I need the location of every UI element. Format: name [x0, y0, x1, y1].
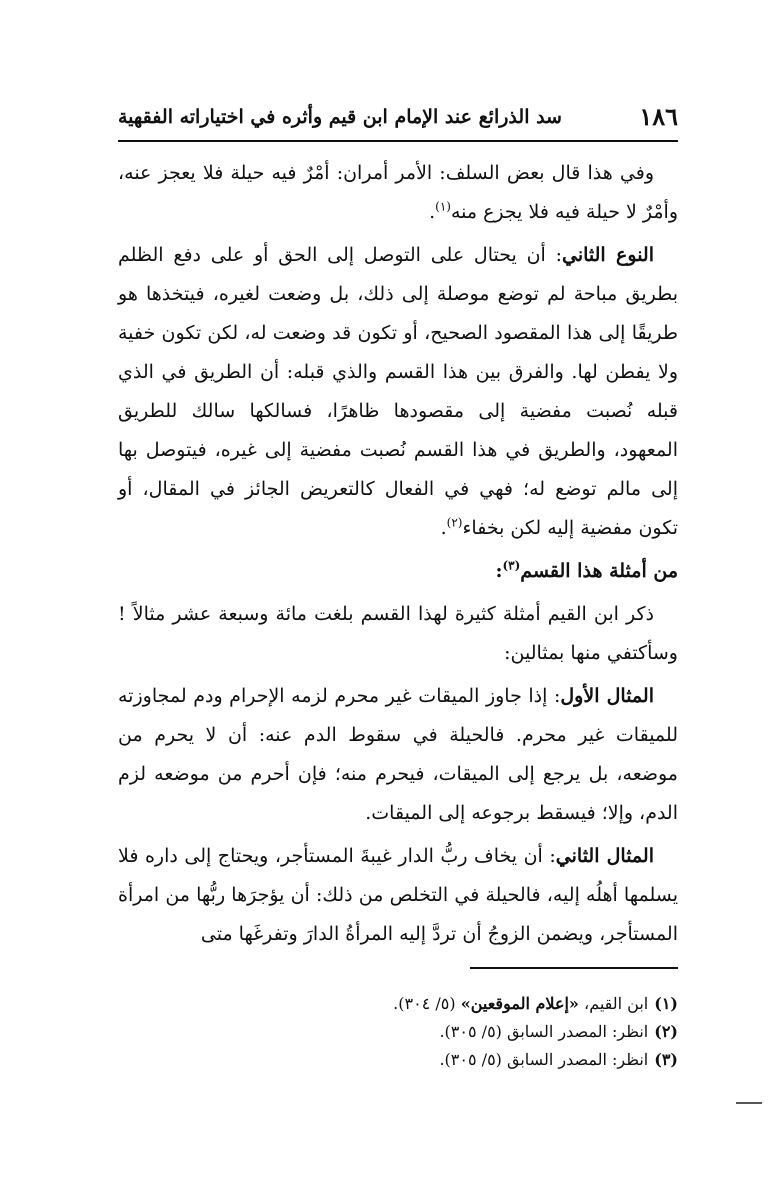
footnote-separator	[470, 967, 678, 969]
term-example-two: المثال الثاني	[555, 845, 654, 867]
footnote-1: (١)ابن القيم، «إعلام الموقعين» (٥/ ٣٠٤).	[393, 994, 678, 1013]
section-heading-examples: من أمثلة هذا القسم$^{(٣)}$:	[495, 558, 678, 582]
footnote-3: (٣)انظر: المصدر السابق (٥/ ٣٠٥).	[439, 1050, 678, 1069]
footnote-ref-3: (٣)	[502, 558, 521, 573]
paragraph-salaf-quote: وفي هذا قال بعض السلف: الأمر أمران: أمْرٌ فيه حيلة فلا يعجز عنه، وأمْرٌ لا حيلة فيه فلا يجزع منه$^{(١)}$.	[118, 162, 678, 223]
header-rule	[118, 140, 678, 142]
page-number: ١٨٦	[639, 102, 678, 131]
paragraph-example-two: المثال الثاني: أن يخاف ربُّ الدار غيبةَ المستأجر، ويحتاج إلى داره فلا يسلمها أهلُه إليه، فالحيلة في التخلص من ذلك: أن يؤجرَها ربُّها من امرأة المستأجر، ويضمن الزوجُ أن تردَّ إليه المرأةُ الدارَ وتفرغَها متى	[118, 845, 678, 945]
term-second-type: النوع الثاني	[561, 244, 654, 266]
footnote-2: (٢)انظر: المصدر السابق (٥/ ٣٠٥).	[439, 1022, 678, 1041]
paragraph-example-one: المثال الأول: إذا جاوز الميقات غير محرم لزمه الإحرام ودم لمجاوزته للميقات غير محرم. فالحيلة في سقوط الدم عنه: أن لا يحرم من موضعه، بل يرجع إلى الميقات، فيحرم منه؛ فإن أحرم من موضعه لزم الدم، وإلا؛ فيسقط برجوعه إلى الميقات.	[118, 685, 678, 824]
footnote-ref-1: (١)	[435, 199, 451, 214]
page-header	[118, 96, 678, 134]
running-title: سد الذرائع عند الإمام ابن قيم وأثره في اختياراته الفقهية	[118, 106, 562, 128]
paragraph-examples-intro: ذكر ابن القيم أمثلة كثيرة لهذا القسم بلغت مائة وسبعة عشر مثالاً ! وسأكتفي منها بمثالين:	[118, 603, 678, 664]
main-text	[118, 154, 678, 958]
footnote-ref-2: (٢)	[446, 515, 463, 530]
footnotes	[118, 990, 678, 1074]
page-edge-mark	[736, 1102, 762, 1104]
paragraph-second-type: النوع الثاني: أن يحتال على التوصل إلى الحق أو على دفع الظلم بطريق مباحة لم توضع موصلة إلى ذلك، بل وضعت لغيره، فيتخذها هو طريقًا إلى هذا المقصود الصحيح، أو تكون قد وضعت له، لكن تكون خفية ولا يفطن لها. والفرق بين هذا القسم والذي قبله: أن الطريق في الذي قبله نُصبت مفضية إلى مقصودها ظاهرًا، فسالكها سالك للطريق المعهود، والطريق في هذا القسم نُصبت مفضية إلى غيره، فيتوصل بها إلى مالم توضع له؛ فهي في الفعال كالتعريض الجائز في المقال، أو تكون مفضية إليه لكن بخفاء$^{(٢)}$.	[118, 244, 678, 539]
term-example-one: المثال الأول	[560, 685, 654, 707]
